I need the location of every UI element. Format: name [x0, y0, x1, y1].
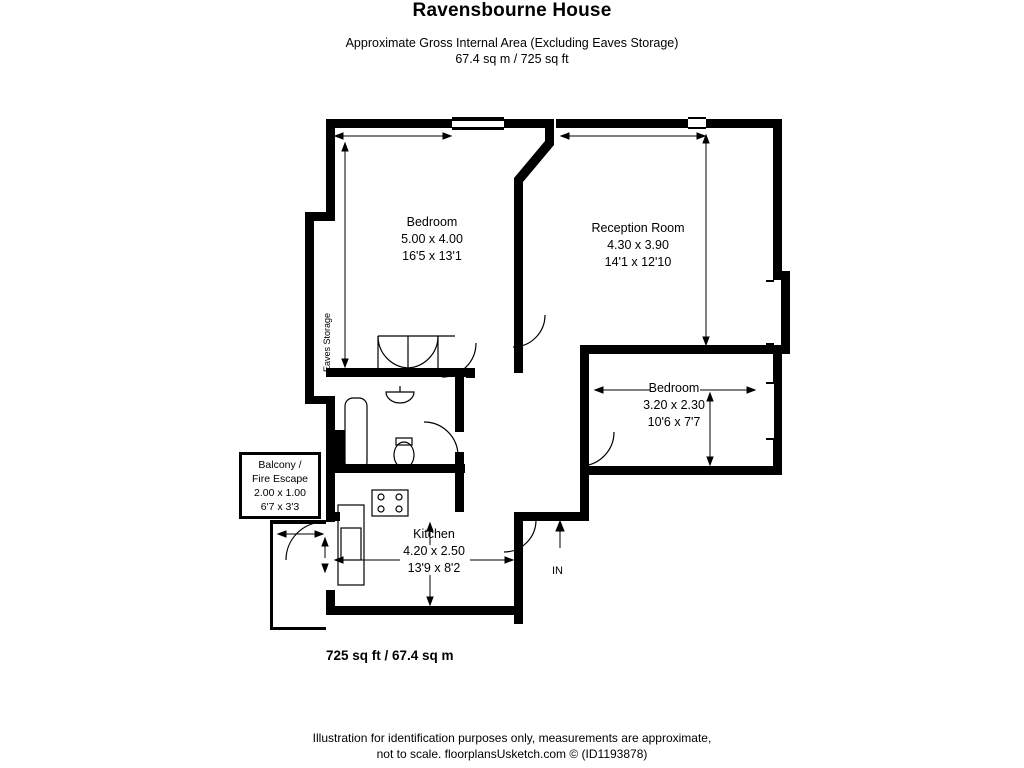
room-imperial: 10'6 x 7'7 — [647, 415, 701, 429]
footer-disclaimer-line-2: not to scale. floorplansUsketch.com © (ID1193878) — [376, 747, 648, 761]
balcony-metric: 2.00 x 1.00 — [254, 487, 306, 499]
room-metric: 4.30 x 3.90 — [607, 238, 669, 252]
footer-disclaimer-line-1: Illustration for identification purposes only, measurements are approximate, — [312, 731, 712, 745]
room-imperial: 13'9 x 8'2 — [407, 561, 461, 575]
room-name: Bedroom — [648, 381, 700, 395]
area-subtitle-line-2: 67.4 sq m / 725 sq ft — [455, 52, 569, 66]
room-label-kitchen — [364, 526, 504, 577]
room-imperial: 16'5 x 13'1 — [402, 249, 462, 263]
area-subtitle-line-1: Approximate Gross Internal Area (Excluding Eaves Storage) — [345, 36, 679, 50]
room-name: Bedroom — [406, 215, 458, 229]
room-name: Reception Room — [591, 221, 685, 235]
label-balcony-fire-escape — [240, 458, 320, 514]
balcony-line-2: Fire Escape — [251, 473, 309, 485]
area-summary-tag: 725 sq ft / 67.4 sq m — [326, 648, 454, 663]
room-label-bedroom-1 — [362, 214, 502, 265]
label-eaves-storage: Eaves Storage — [322, 312, 332, 372]
balcony-imperial: 6'7 x 3'3 — [260, 501, 300, 513]
room-metric: 4.20 x 2.50 — [403, 544, 465, 558]
room-name: Kitchen — [413, 527, 455, 541]
walls-layer — [239, 117, 790, 630]
room-label-bedroom-2 — [604, 380, 744, 431]
room-metric: 3.20 x 2.30 — [643, 398, 705, 412]
room-imperial: 14'1 x 12'10 — [604, 255, 672, 269]
room-label-reception-room — [558, 220, 718, 271]
room-metric: 5.00 x 4.00 — [401, 232, 463, 246]
label-entrance-in: IN — [552, 565, 563, 577]
page-title: Ravensbourne House — [412, 0, 612, 21]
balcony-line-1: Balcony / — [258, 459, 302, 471]
